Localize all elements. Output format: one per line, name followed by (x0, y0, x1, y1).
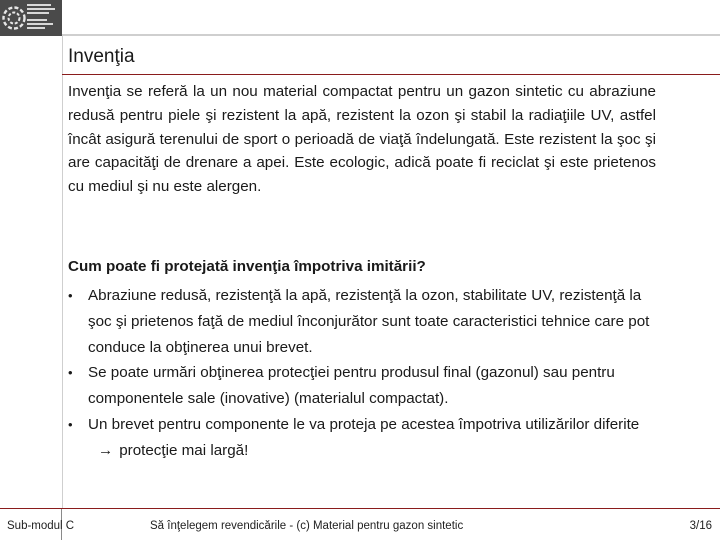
protection-question: Cum poate fi protejată invenţia împotriva imitării? (68, 258, 426, 275)
left-margin-line (62, 34, 63, 508)
epo-logo-icon (2, 3, 26, 33)
footer-title: Să înţelegem revendicările - (c) Material pentru gazon sintetic (150, 520, 464, 532)
invention-description: Invenţia se referă la un nou material compactat pentru un gazon sintetic cu abraziune redusă pentru piele şi rezistent la apă, rezistent la ozon şi stabil la radiaţiile UV, astfel încât asigură terenului de sport o perioadă de viaţă îndelungată. Este rezistent la şoc şi are capacităţi de drenare a apei. Este ecologic, adică poate fi reciclat şi este prietenos cu mediul şi nu este alergen. (68, 83, 656, 196)
title-underline (62, 74, 720, 75)
protection-bullet-list (68, 283, 664, 464)
footer-module-label: Sub-modul C (0, 509, 62, 540)
logo-wordmark (27, 4, 59, 31)
bullet-item: • Abraziune redusă, rezistenţă la apă, rezistenţă la ozon, stabilitate UV, rezistenţă la şoc şi prietenos faţă de mediul înconjurător sunt toate caracteristici tehnice care pot conduce la obţinerea unui brevet. (68, 283, 664, 360)
slide-footer (0, 509, 720, 540)
page-number: 3/16 (689, 520, 712, 532)
header-divider (62, 34, 720, 36)
bullet-item: • Un brevet pentru componente le va proteja pe acestea împotriva utilizărilor diferite→ protecţie mai largă! (68, 412, 664, 464)
right-arrow-icon: → (98, 441, 114, 459)
bullet-item: • Se poate urmări obţinerea protecţiei pentru produsul final (gazonul) sau pentru componentele sale (inovative) (materialul compactat). (68, 360, 664, 412)
slide-title: Invenţia (68, 46, 135, 67)
epo-logo (0, 0, 62, 36)
